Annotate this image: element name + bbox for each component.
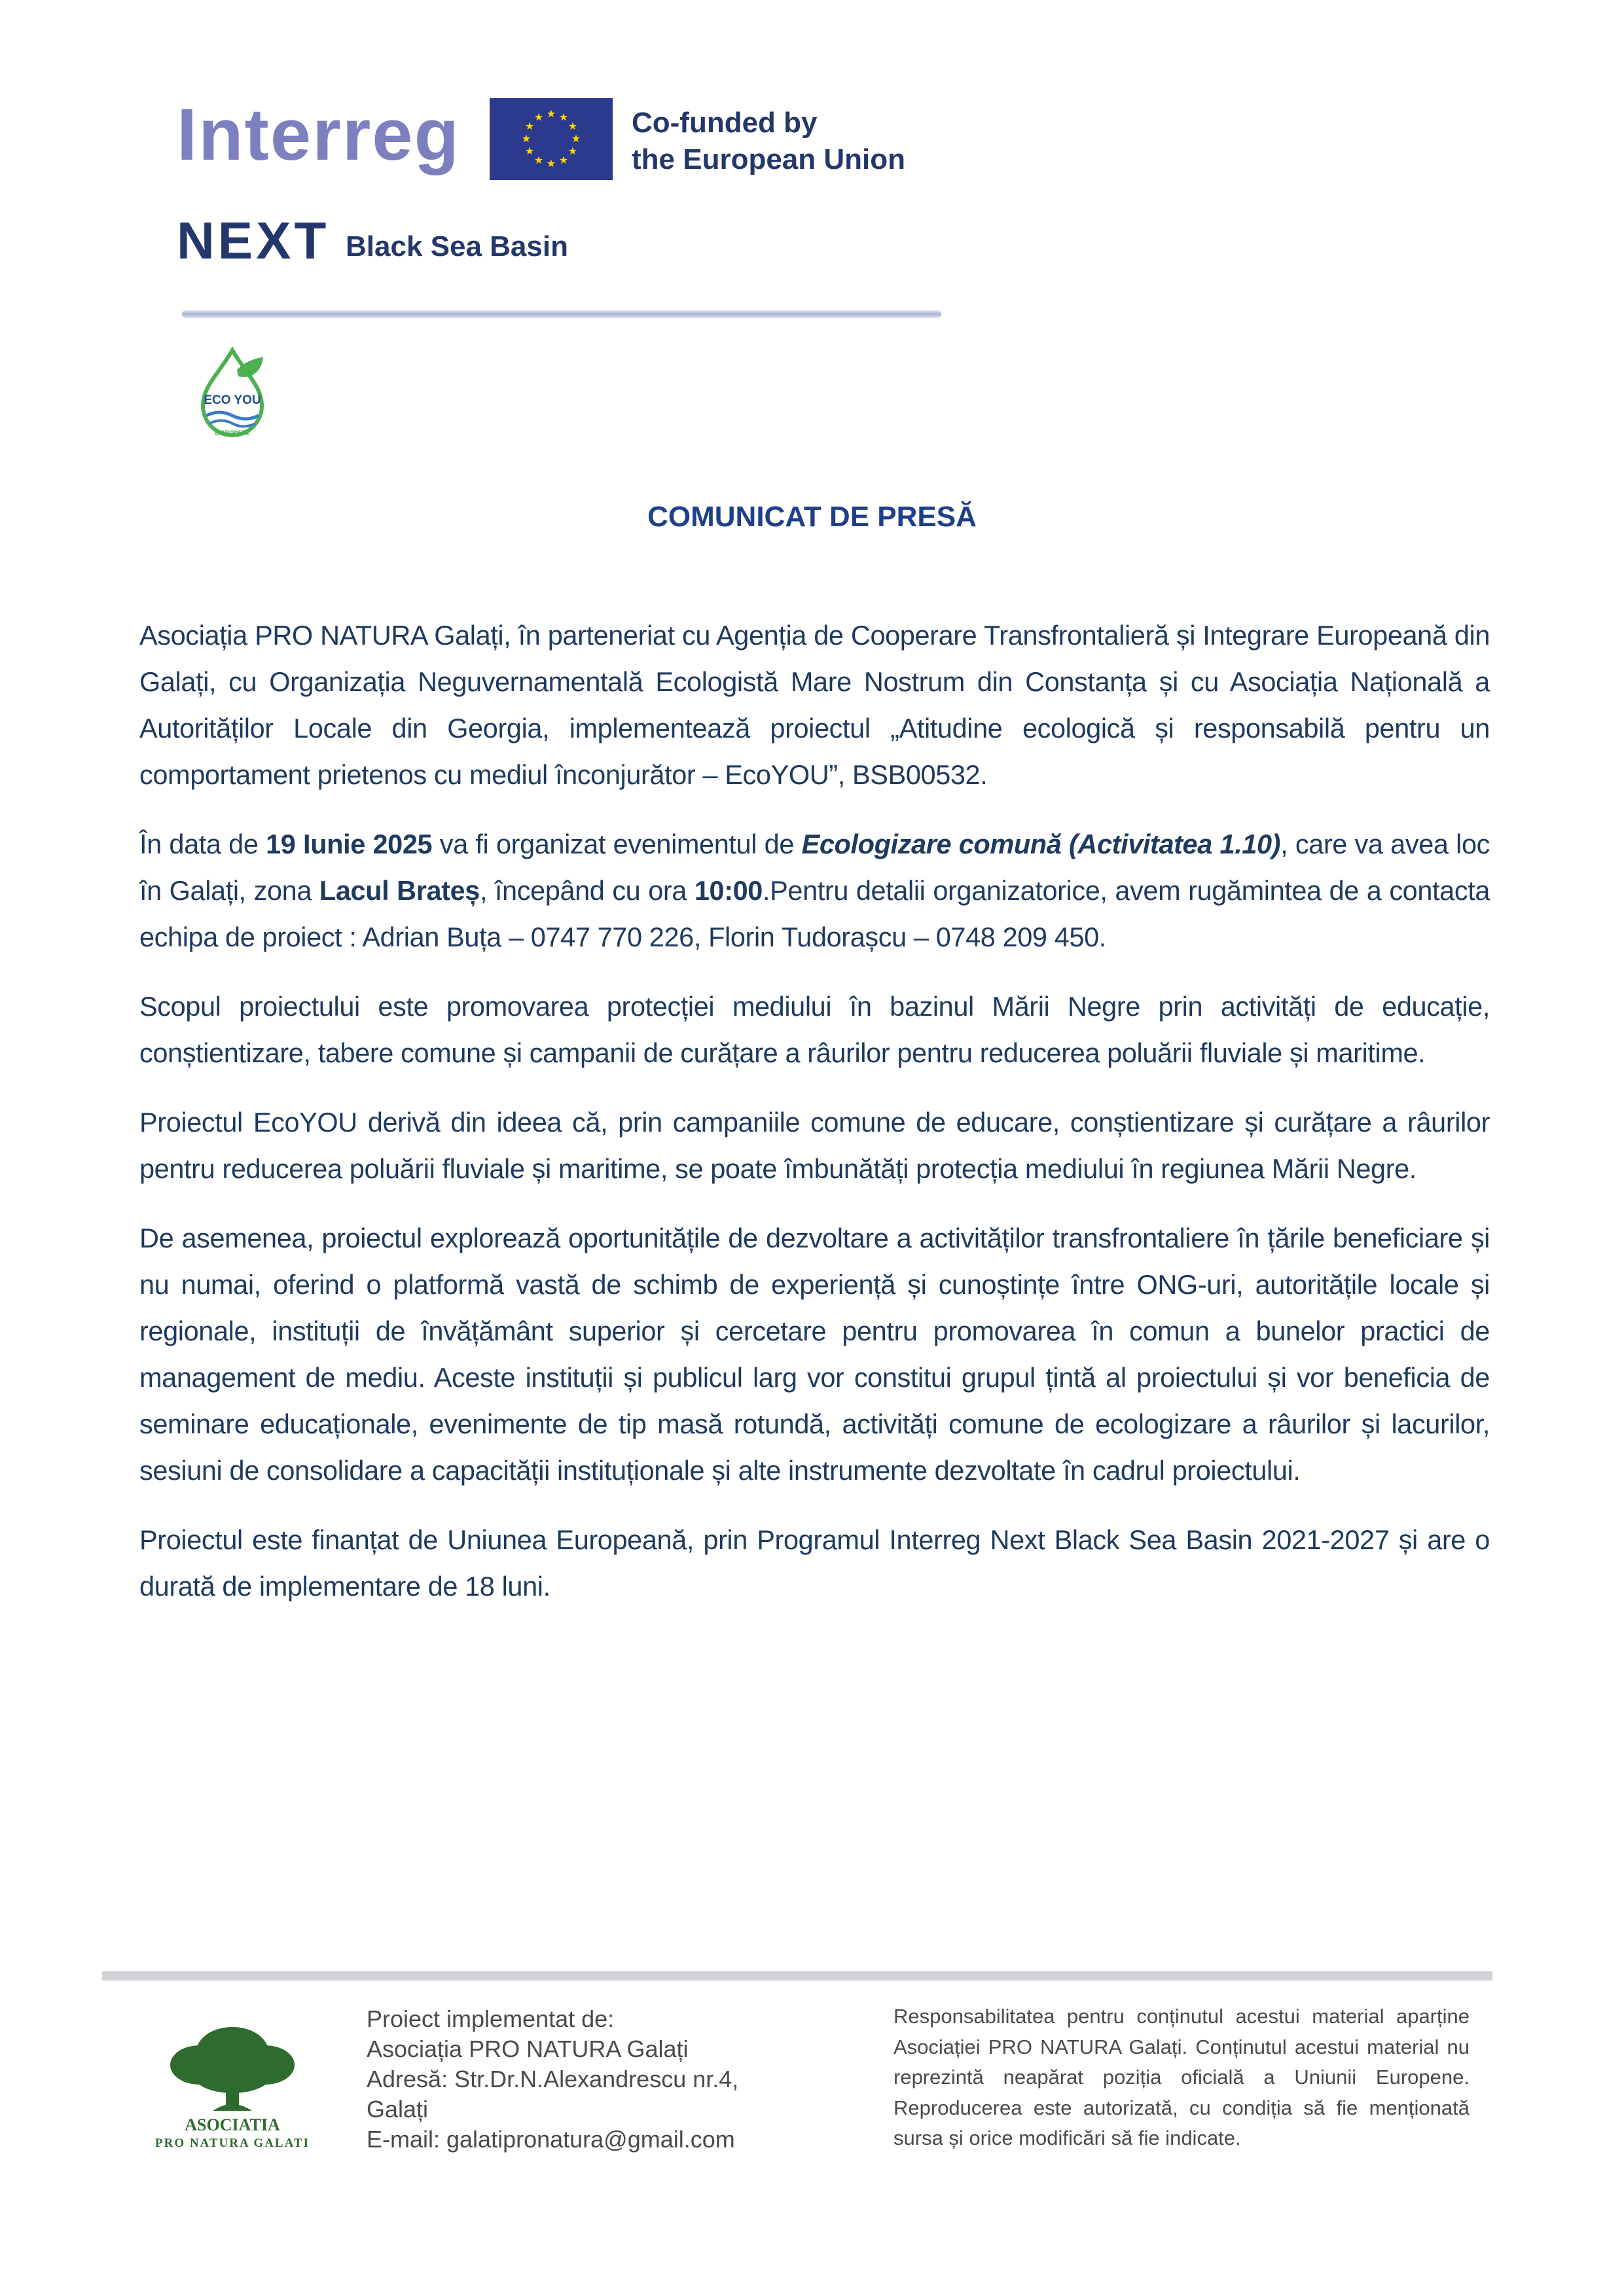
event-time: 10:00: [694, 875, 763, 906]
implementer-info: [367, 2004, 738, 2155]
ecoyou-logo-text: ECO YOU: [204, 393, 261, 407]
event-name: Ecologizare comună (Activitatea 1.10): [801, 829, 1281, 859]
implementer-email: E-mail: galatipronatura@gmail.com: [367, 2126, 735, 2153]
interreg-logo-text: Interreg: [177, 94, 460, 175]
event-place: Lacul Brateș: [319, 875, 480, 906]
pronatura-logo-line-1: ASOCIATIA: [185, 2115, 280, 2134]
event-text-5: .Pentru detalii organizatorice, avem rugămintea de a contacta echipa de proiect : Adrian Buța – 0747 770 226, Florin Tudorașcu – 0748 209 450.: [139, 875, 1490, 952]
event-date: 19 Iunie 2025: [266, 829, 433, 859]
ecoyou-logo-icon: [190, 344, 275, 442]
paragraph-scope: Scopul proiectului este promovarea protecției mediului în bazinul Mării Negre prin activități de educație, conștientizare, tabere comune și campanii de curățare a râurilor pentru reducerea poluării fluviale și maritime.: [139, 991, 1490, 1068]
cofunded-line-1: Co-funded by: [632, 107, 818, 139]
eu-disclaimer: Responsabilitatea pentru conținutul acestui material aparține Asociației PRO NATURA Galați. Conținutul acestui material nu reprezintă neapărat poziția oficială a Uniunii Europene. Reproducerea este autorizată, cu condiția să fie menționată sursa și orice modificări să fie indicate.: [893, 2005, 1470, 2149]
paragraph-opportunities: De asemenea, proiectul explorează oportunitățile de dezvoltare a activităților transfrontaliere în țările beneficiare și nu numai, oferind o platformă vastă de schimb de experiență și cunoștințe între ONG-uri, autoritățile locale și regionale, instituții de învățământ superior și cercetare pentru promovarea în comun a bunelor practici de management de mediu. Aceste instituții și publicul larg vor constitui grupul țintă al proiectului și vor beneficia de seminare educaționale, evenimente de tip masă rotundă, activități comune de ecologizare a râurilor și lacurilor, sesiuni de consolidare a capacității instituționale și alte instrumente dezvoltate în cadrul proiectului.: [139, 1223, 1490, 1486]
implementer-address: Adresă: Str.Dr.N.Alexandrescu nr.4,: [367, 2066, 739, 2092]
event-text-1: În data de: [139, 829, 266, 859]
event-text-3: , care va avea loc în Galați, zona: [139, 829, 1490, 906]
pronatura-logo-line-2: PRO NATURA GALATI: [155, 2136, 310, 2150]
press-release-body: [139, 612, 1490, 1632]
paragraph-project: Proiectul EcoYOU derivă din ideea că, prin campaniile comune de educare, conștientizare și curățare a râurilor pentru reducerea poluării fluviale și maritime, se poate îmbunătăți protecția mediului în regiunea Mării Negre.: [139, 1107, 1490, 1184]
page-title: COMUNICAT DE PRESĂ: [647, 501, 977, 533]
cofunded-label: [632, 105, 905, 179]
paragraph-intro: Asociația PRO NATURA Galați, în parteneriat cu Agenția de Cooperare Transfrontalieră și Integrare Europeană din Galați, cu Organizația Neguvernamentală Ecologistă Mare Nostrum din Constanța și cu Asociația Națională a Autorităților Locale din Georgia, implementează proiectul „Atitudine ecologică și responsabilă pentru un comportament prietenos cu mediul înconjurător – EcoYOU”, BSB00532.: [139, 620, 1490, 790]
cofunded-line-2: the European Union: [632, 143, 905, 176]
header-divider: [182, 310, 941, 318]
event-text-4: , începând cu ora: [479, 875, 695, 906]
paragraph-event: [139, 821, 1490, 960]
eu-flag-icon: [490, 98, 613, 180]
footer-divider: [102, 1971, 1492, 1981]
event-text-2: va fi organizat evenimentul de: [432, 829, 802, 859]
paragraph-funding: Proiectul este finanțat de Uniunea Europeană, prin Programul Interreg Next Black Sea Basin 2021-2027 și are o durată de implementare de 18 luni.: [139, 1524, 1490, 1602]
implementer-org: Asociația PRO NATURA Galați: [367, 2036, 689, 2062]
next-logo-text: NEXT: [177, 211, 330, 270]
ecoyou-logo-code: BSB00532: [215, 429, 250, 437]
black-sea-basin-text: Black Sea Basin: [346, 230, 568, 262]
pronatura-tree-logo-icon: [134, 2016, 331, 2153]
implementer-city: Galați: [367, 2096, 429, 2123]
implementer-label: Proiect implementat de:: [367, 2005, 615, 2032]
